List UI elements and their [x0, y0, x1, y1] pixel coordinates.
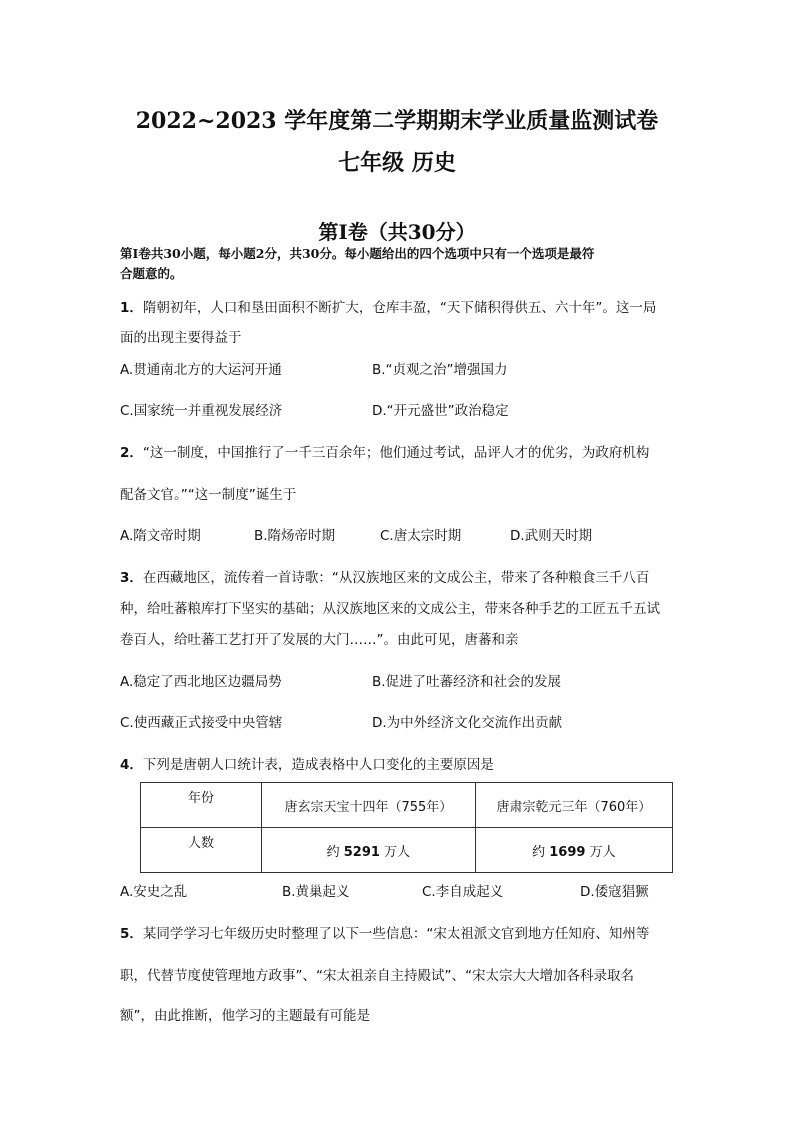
year-cell-760: 唐肃宗乾元三年（760年） [475, 783, 672, 828]
question-3-line-1 [120, 566, 649, 586]
part-title: 第Ⅰ卷（共30分） [318, 220, 476, 244]
question-5-line-3: 额”，由此推断，他学习的主题最有可能是 [120, 1008, 370, 1024]
q2-option-b: B.隋炀帝时期 [254, 528, 336, 544]
exam-subtitle: 七年级 历史 [338, 150, 456, 176]
question-text: 某同学学习七年级历史时整理了以下一些信息：“宋太祖派文官到地方任知府、知州等 [142, 926, 650, 942]
q3-option-a: A.稳定了西北地区边疆局势 [120, 674, 282, 690]
question-number: 2． [120, 445, 143, 461]
question-number: 4． [120, 757, 143, 773]
q3-option-c: C.使西藏正式接受中央管辖 [120, 715, 283, 731]
question-text: “这一制度，中国推行了一千三百余年；他们通过考试，品评人才的优劣，为政府机构 [142, 445, 650, 461]
question-1-line-1 [120, 296, 656, 316]
question-3-line-3: 卷百人，给吐蕃工艺打开了发展的大门……”。由此可见，唐蕃和亲 [120, 632, 519, 648]
instructions-line-2: 合题意的。 [120, 266, 183, 281]
q4-option-d: D.倭寇猖獗 [580, 884, 649, 900]
exam-title: 2022~2023 学年度第二学期期末学业质量监测试卷 [135, 108, 659, 134]
q1-option-a: A.贯通南北方的大运河开通 [120, 362, 282, 378]
question-number: 3． [120, 570, 143, 586]
q3-option-d: D.为中外经济文化交流作出贡献 [372, 715, 563, 731]
question-1-line-2: 面的出现主要得益于 [120, 330, 242, 346]
question-text: 下列是唐朝人口统计表，造成表格中人口变化的主要原因是 [142, 757, 494, 773]
q1-option-b: B.“贞观之治”增强国力 [372, 362, 508, 378]
value-prefix: 约 [326, 844, 340, 860]
q2-option-c: C.唐太宗时期 [380, 528, 462, 544]
question-5-line-1 [120, 922, 649, 942]
value-prefix: 约 [532, 844, 546, 860]
question-5-line-2: 职，代替节度使管理地方政事”、“宋太祖亲自主持殿试”、“宋太宗大大增加各科录取名 [120, 968, 634, 984]
q2-option-d: D.武则天时期 [510, 528, 593, 544]
value-suffix: 万人 [589, 844, 616, 860]
table-row [141, 828, 673, 873]
question-2-line-2: 配备文官。”“这一制度”诞生于 [120, 487, 297, 503]
q3-option-b: B.促进了吐蕃经济和社会的发展 [372, 674, 562, 690]
question-text: 隋朝初年，人口和垦田面积不断扩大，仓库丰盈，“天下储积得供五、六十年”。这一局 [142, 300, 657, 316]
q1-option-d: D.“开元盛世”政治稳定 [372, 403, 509, 419]
value-number: 5291 [343, 844, 380, 860]
population-table [140, 782, 673, 873]
question-number: 1． [120, 300, 143, 316]
value-suffix: 万人 [384, 844, 411, 860]
population-cell-760 [475, 828, 672, 873]
q4-option-a: A.安史之乱 [120, 884, 188, 900]
question-2-line-1 [120, 441, 649, 461]
q4-option-c: C.李自成起义 [422, 884, 504, 900]
question-4-line-1 [120, 753, 494, 773]
q4-option-b: B.黄巢起义 [282, 884, 350, 900]
q2-option-a: A.隋文帝时期 [120, 528, 201, 544]
row-header-population: 人数 [141, 828, 262, 873]
question-3-line-2: 种，给吐蕃粮库打下坚实的基础；从汉族地区来的文成公主，带来各种手艺的工匠五千五试 [120, 601, 660, 617]
row-header-year: 年份 [141, 783, 262, 828]
instructions-line-1: 第Ⅰ卷共30小题，每小题2分，共30分。每小题给出的四个选项中只有一个选项是最符 [120, 246, 595, 261]
question-text: 在西藏地区，流传着一首诗歌：“从汉族地区来的文成公主，带来了各种粮食三千八百 [142, 570, 650, 586]
q1-option-c: C.国家统一并重视发展经济 [120, 403, 283, 419]
question-number: 5． [120, 926, 143, 942]
population-cell-755 [262, 828, 476, 873]
year-cell-755: 唐玄宗天宝十四年（755年） [262, 783, 476, 828]
table-row [141, 783, 673, 828]
value-number: 1699 [549, 844, 586, 860]
